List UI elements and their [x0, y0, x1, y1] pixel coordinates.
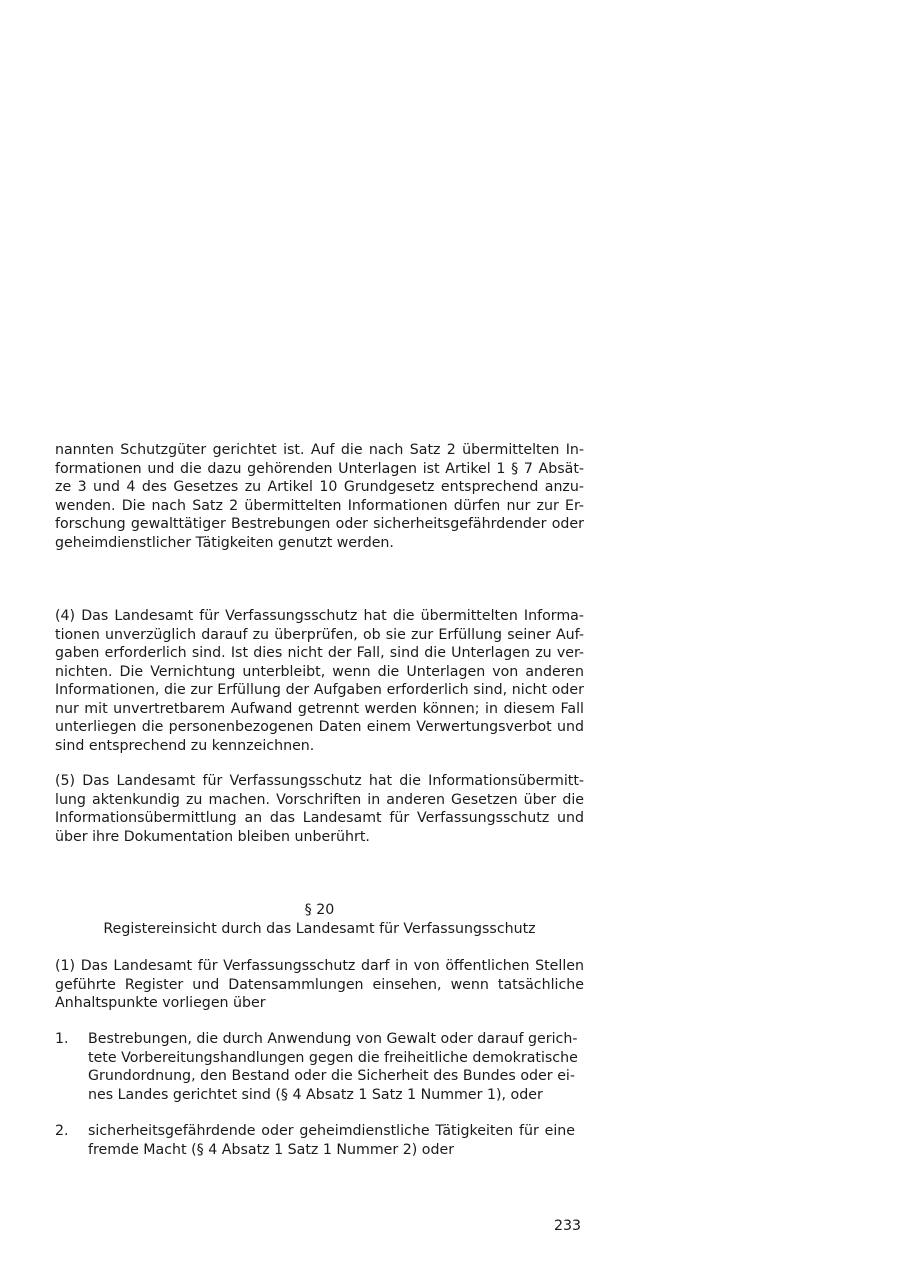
text-line: Informationsübermittlung an das Landesamt für Verfassungsschutz und	[55, 810, 584, 826]
text-line: fremde Macht (§ 4 Absatz 1 Satz 1 Nummer 2) oder	[88, 1141, 455, 1158]
list-text	[88, 1030, 578, 1104]
text-line: tionen unverzüglich darauf zu überprüfen, ob sie zur Erfüllung seiner Auf-	[55, 626, 584, 643]
section-title: Registereinsicht durch das Landesamt für Verfassungsschutz	[103, 920, 536, 937]
text-line: nur mit unvertretbarem Aufwand getrennt werden können; in diesem Fall	[55, 700, 584, 717]
section-heading	[55, 901, 584, 938]
text-line: sind entsprechend zu kennzeichnen.	[55, 737, 315, 754]
text-line: nichten. Die Vernichtung unterbleibt, wenn die Unterlagen von anderen	[55, 663, 584, 680]
list-text	[88, 1122, 575, 1159]
text-line: sicherheitsgefährdende oder geheimdienstliche Tätigkeiten für eine	[88, 1123, 575, 1139]
paragraph-continuation	[55, 441, 584, 552]
paragraph-4	[55, 607, 584, 755]
list-number: 1.	[55, 1031, 69, 1047]
section-number: § 20	[304, 902, 335, 918]
text-line: gaben erforderlich sind. Ist dies nicht der Fall, sind die Unterlagen zu ver-	[55, 645, 584, 661]
text-line: (4) Das Landesamt für Verfassungsschutz hat die übermittelten Informa-	[55, 608, 584, 624]
text-line: nes Landes gerichtet sind (§ 4 Absatz 1 Satz 1 Nummer 1), oder	[88, 1086, 543, 1103]
text-line: Informationen, die zur Erfüllung der Aufgaben erforderlich sind, nicht oder	[55, 682, 584, 698]
text-line: lung aktenkundig zu machen. Vorschriften in anderen Gesetzen über die	[55, 791, 584, 808]
section-20-paragraph-1	[55, 957, 584, 1013]
paragraph-5	[55, 772, 584, 846]
page-number: 233	[554, 1218, 582, 1234]
text-line: geheimdienstlicher Tätigkeiten genutzt werden.	[55, 534, 394, 551]
text-line: (1) Das Landesamt für Verfassungsschutz darf in von öffentlichen Stellen	[55, 958, 584, 974]
text-line: (5) Das Landesamt für Verfassungsschutz hat die Informationsübermitt-	[55, 773, 584, 789]
text-line: Grundordnung, den Bestand oder die Sicherheit des Bundes oder ei-	[88, 1068, 575, 1084]
text-line: formationen und die dazu gehörenden Unterlagen ist Artikel 1 § 7 Absät-	[55, 460, 584, 477]
text-line: wenden. Die nach Satz 2 übermittelten Informationen dürfen nur zur Er-	[55, 497, 584, 514]
text-line: forschung gewalttätiger Bestrebungen oder sicherheitsgefährdender oder	[55, 516, 584, 532]
text-line: ze 3 und 4 des Gesetzes zu Artikel 10 Grundgesetz entsprechend anzu-	[55, 479, 584, 495]
list-number: 2.	[55, 1123, 69, 1139]
text-line: über ihre Dokumentation bleiben unberührt.	[55, 828, 370, 845]
text-line: nannten Schutzgüter gerichtet ist. Auf die nach Satz 2 übermittelten In-	[55, 442, 584, 458]
text-line: geführte Register und Datensammlungen einsehen, wenn tatsächliche	[55, 976, 584, 993]
text-line: Anhaltspunkte vorliegen über	[55, 995, 266, 1011]
text-line: unterliegen die personenbezogenen Daten einem Verwertungsverbot und	[55, 719, 584, 735]
text-line: Bestrebungen, die durch Anwendung von Gewalt oder darauf gerich-	[88, 1031, 578, 1047]
text-line: tete Vorbereitungshandlungen gegen die freiheitliche demokratische	[88, 1049, 578, 1066]
